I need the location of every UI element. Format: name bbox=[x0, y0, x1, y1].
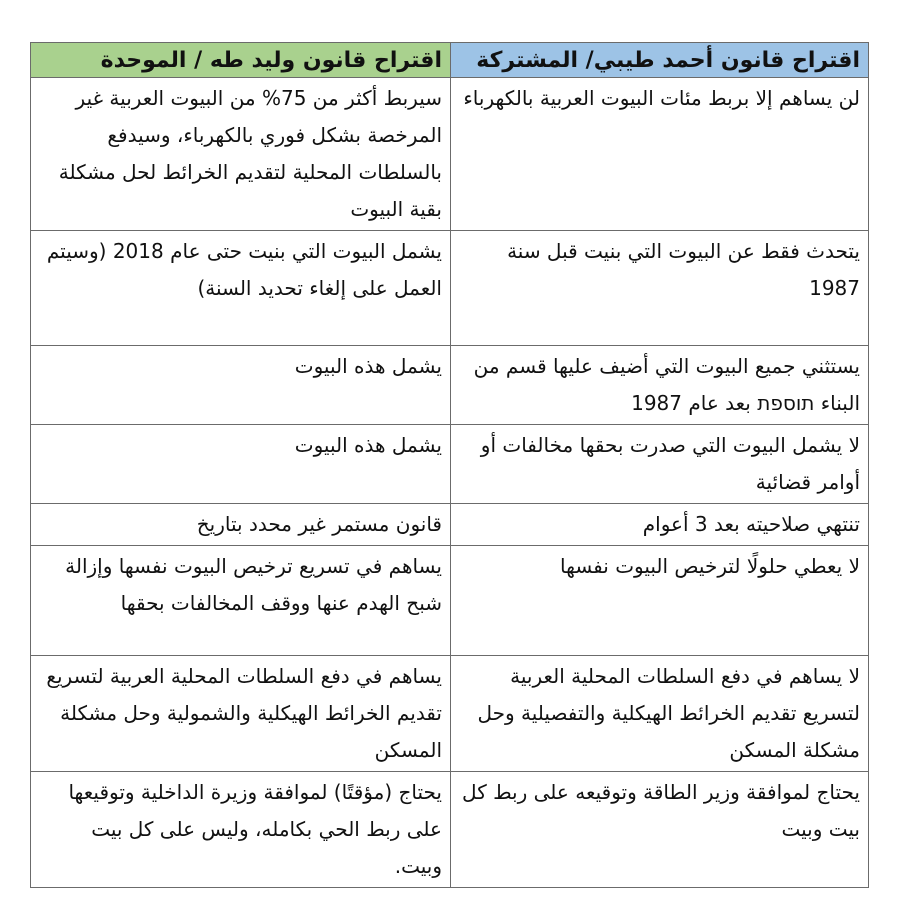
table-row bbox=[31, 656, 869, 772]
table-row bbox=[31, 504, 869, 546]
cell-taha: يشمل هذه البيوت bbox=[31, 346, 451, 425]
cell-tibi: لن يساهم إلا بربط مئات البيوت العربية بالكهرباء bbox=[451, 78, 869, 231]
cell-tibi: تنتهي صلاحيته بعد 3 أعوام bbox=[451, 504, 869, 546]
cell-tibi: لا يشمل البيوت التي صدرت بحقها مخالفات أو أوامر قضائية bbox=[451, 425, 869, 504]
header-taha: اقتراح قانون وليد طه / الموحدة bbox=[31, 43, 451, 78]
table-row bbox=[31, 425, 869, 504]
table-row bbox=[31, 78, 869, 231]
cell-taha: قانون مستمر غير محدد بتاريخ bbox=[31, 504, 451, 546]
table-row bbox=[31, 772, 869, 888]
cell-taha: يحتاج (مؤقتًا) لموافقة وزيرة الداخلية وتوقيعها على ربط الحي بكامله، وليس على كل بيت وبيت. bbox=[31, 772, 451, 888]
cell-taha: يشمل هذه البيوت bbox=[31, 425, 451, 504]
cell-tibi: لا يعطي حلولًا لترخيص البيوت نفسها bbox=[451, 546, 869, 656]
cell-tibi: يستثني جميع البيوت التي أضيف عليها قسم من البناء תוספת بعد عام 1987 bbox=[451, 346, 869, 425]
table-row bbox=[31, 346, 869, 425]
cell-tibi: لا يساهم في دفع السلطات المحلية العربية لتسريع تقديم الخرائط الهيكلية والتفصيلية وحل مشكلة المسكن bbox=[451, 656, 869, 772]
cell-taha: يساهم في تسريع ترخيص البيوت نفسها وإزالة شبح الهدم عنها ووقف المخالفات بحقها bbox=[31, 546, 451, 656]
header-tibi: اقتراح قانون أحمد طيبي/ المشتركة bbox=[451, 43, 869, 78]
table-row bbox=[31, 231, 869, 346]
cell-tibi: يتحدث فقط عن البيوت التي بنيت قبل سنة 1987 bbox=[451, 231, 869, 346]
cell-taha: يشمل البيوت التي بنيت حتى عام 2018 (وسيتم العمل على إلغاء تحديد السنة) bbox=[31, 231, 451, 346]
cell-tibi: يحتاج لموافقة وزير الطاقة وتوقيعه على ربط كل بيت وبيت bbox=[451, 772, 869, 888]
cell-taha: يساهم في دفع السلطات المحلية العربية لتسريع تقديم الخرائط الهيكلية والشمولية وحل مشكلة المسكن bbox=[31, 656, 451, 772]
comparison-table bbox=[30, 42, 869, 888]
table-row bbox=[31, 546, 869, 656]
cell-taha: سيربط أكثر من 75% من البيوت العربية غير المرخصة بشكل فوري بالكهرباء، وسيدفع بالسلطات المحلية لتقديم الخرائط لحل مشكلة بقية البيوت bbox=[31, 78, 451, 231]
header-row bbox=[31, 43, 869, 78]
